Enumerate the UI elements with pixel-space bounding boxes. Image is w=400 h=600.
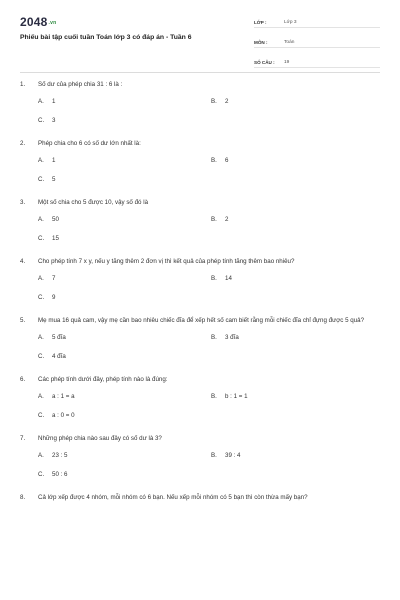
option-letter: B. <box>211 275 217 282</box>
option-text: 23 : 5 <box>52 452 68 459</box>
question-item <box>20 493 380 503</box>
option-text: 39 : 4 <box>225 452 241 459</box>
option-letter: B. <box>211 452 217 459</box>
question-text: Số dư của phép chia 31 : 6 là : <box>38 81 123 88</box>
question-line <box>20 139 380 149</box>
question-number: 7. <box>20 435 26 442</box>
question-text: Những phép chia nào sau đây có số dư là 3? <box>38 435 162 442</box>
option-letter: C. <box>38 412 45 419</box>
option-letter: B. <box>211 98 217 105</box>
answer-options <box>38 156 380 185</box>
logo-main-text: 2048 <box>20 15 48 29</box>
answer-options <box>38 451 380 480</box>
meta-value: Toán <box>284 40 295 45</box>
answer-options <box>38 215 380 244</box>
question-item <box>20 434 380 480</box>
answer-option[interactable] <box>38 156 211 166</box>
question-number: 1. <box>20 81 26 88</box>
logo-suffix-text: .vn <box>48 20 57 26</box>
site-logo[interactable] <box>20 15 56 29</box>
answer-option[interactable] <box>211 215 371 225</box>
header-divider <box>20 72 380 73</box>
option-letter: B. <box>211 393 217 400</box>
answer-option[interactable] <box>211 392 371 402</box>
answer-option[interactable] <box>38 451 211 461</box>
option-text: 1 <box>52 98 56 105</box>
question-line <box>20 375 380 385</box>
option-text: a : 0 = 0 <box>52 412 75 419</box>
option-letter: A. <box>38 98 44 105</box>
option-text: 5 <box>52 176 56 183</box>
question-number: 8. <box>20 494 26 501</box>
option-letter: B. <box>211 334 217 341</box>
question-item <box>20 316 380 362</box>
option-text: 7 <box>52 275 56 282</box>
meta-label: MÔN : <box>254 40 268 45</box>
question-item <box>20 80 380 126</box>
question-number: 6. <box>20 376 26 383</box>
question-number: 4. <box>20 258 26 265</box>
question-item <box>20 257 380 303</box>
question-line <box>20 257 380 267</box>
option-letter: A. <box>38 334 44 341</box>
answer-options <box>38 392 380 421</box>
question-number: 2. <box>20 140 26 147</box>
answer-options <box>38 274 380 303</box>
worksheet-title: Phiếu bài tập cuối tuần Toán lớp 3 có đáp án - Tuần 6 <box>20 34 192 41</box>
option-letter: A. <box>38 216 44 223</box>
option-letter: C. <box>38 353 45 360</box>
option-text: 50 <box>52 216 59 223</box>
question-text: Các phép tính dưới đây, phép tính nào là đúng: <box>38 376 168 383</box>
answer-option[interactable] <box>38 274 211 284</box>
question-list <box>20 80 380 516</box>
option-text: 2 <box>225 216 229 223</box>
option-letter: A. <box>38 275 44 282</box>
question-line <box>20 434 380 444</box>
option-text: 3 đĩa <box>225 334 239 341</box>
answer-option[interactable] <box>38 470 211 480</box>
meta-row-question-count <box>254 55 380 68</box>
answer-options <box>38 333 380 362</box>
question-number: 5. <box>20 317 26 324</box>
option-text: 4 đĩa <box>52 353 66 360</box>
answer-option[interactable] <box>211 451 371 461</box>
option-text: 9 <box>52 294 56 301</box>
question-item <box>20 375 380 421</box>
option-text: 15 <box>52 235 59 242</box>
option-text: 6 <box>225 157 229 164</box>
question-text: Cả lớp xếp được 4 nhóm, mỗi nhóm có 6 bạn. Nếu xếp mỗi nhóm có 5 bạn thì còn thừa mấy bạn? <box>38 494 308 501</box>
meta-value: 19 <box>284 60 290 65</box>
meta-value: Lớp 3 <box>284 20 297 25</box>
meta-row-class <box>254 15 380 28</box>
answer-options <box>38 97 380 126</box>
option-letter: B. <box>211 216 217 223</box>
answer-option[interactable] <box>38 293 211 303</box>
answer-option[interactable] <box>211 156 371 166</box>
answer-option[interactable] <box>38 215 211 225</box>
question-text: Mẹ mua 16 quả cam, vậy mẹ cần bao nhiêu chiếc đĩa để xếp hết số cam biết rằng mỗi chiếc đĩa chỉ đựng được 5 quả? <box>38 317 365 324</box>
option-text: 2 <box>225 98 229 105</box>
answer-option[interactable] <box>38 175 211 185</box>
question-item <box>20 139 380 185</box>
meta-row-subject <box>254 35 380 48</box>
option-text: 3 <box>52 117 56 124</box>
option-text: 14 <box>225 275 232 282</box>
answer-option[interactable] <box>211 333 371 343</box>
answer-option[interactable] <box>211 97 371 107</box>
option-letter: C. <box>38 235 45 242</box>
answer-option[interactable] <box>38 352 211 362</box>
option-text: a : 1 = a <box>52 393 75 400</box>
answer-option[interactable] <box>38 97 211 107</box>
option-text: b : 1 = 1 <box>225 393 248 400</box>
answer-option[interactable] <box>38 392 211 402</box>
answer-option[interactable] <box>38 411 211 421</box>
question-text: Cho phép tính 7 x y, nếu y tăng thêm 2 đơn vị thì kết quả của phép tính tăng thêm bao nhiêu? <box>38 258 295 265</box>
option-letter: B. <box>211 157 217 164</box>
option-letter: C. <box>38 176 45 183</box>
option-letter: C. <box>38 294 45 301</box>
option-text: 1 <box>52 157 56 164</box>
meta-label: LỚP : <box>254 20 267 25</box>
option-letter: A. <box>38 157 44 164</box>
option-text: 50 : 6 <box>52 471 68 478</box>
question-text: Phép chia cho 6 có số dư lớn nhất là: <box>38 140 141 147</box>
question-line <box>20 493 380 503</box>
answer-option[interactable] <box>38 234 211 244</box>
question-text: Một số chia cho 5 được 10, vậy số đó là <box>38 199 149 206</box>
worksheet-meta <box>254 15 380 75</box>
answer-option[interactable] <box>211 274 371 284</box>
question-line <box>20 198 380 208</box>
answer-option[interactable] <box>38 116 211 126</box>
option-letter: C. <box>38 117 45 124</box>
answer-option[interactable] <box>38 333 211 343</box>
question-line <box>20 316 380 326</box>
option-letter: A. <box>38 393 44 400</box>
question-item <box>20 198 380 244</box>
option-letter: A. <box>38 452 44 459</box>
worksheet-header <box>0 0 400 66</box>
question-line <box>20 80 380 90</box>
question-number: 3. <box>20 199 26 206</box>
option-letter: C. <box>38 471 45 478</box>
meta-label: SỐ CÂU : <box>254 60 275 65</box>
option-text: 5 đĩa <box>52 334 66 341</box>
